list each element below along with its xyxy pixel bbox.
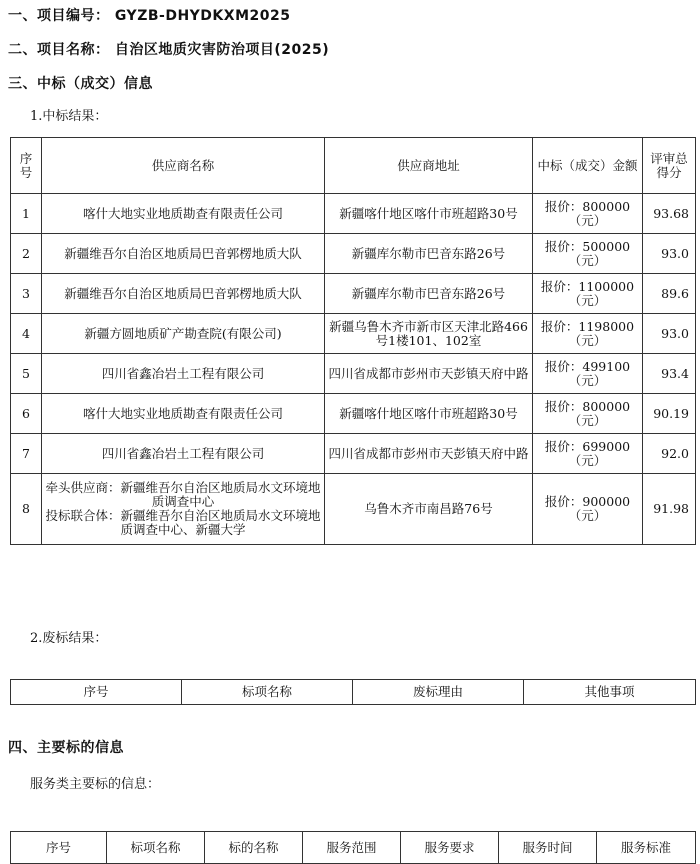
header-reason: 废标理由 (353, 680, 524, 705)
cell-address: 新疆喀什地区喀什市班超路30号 (325, 194, 533, 234)
main-target-heading: 四、主要标的信息 (8, 740, 124, 756)
table-row (11, 314, 696, 354)
table-header-row (11, 832, 696, 864)
cell-amount: 报价：800000（元） (533, 394, 643, 434)
cell-seq: 5 (11, 354, 42, 394)
cell-seq: 7 (11, 434, 42, 474)
failed-bid-table (10, 679, 696, 705)
cell-score: 90.19 (643, 394, 696, 434)
cell-seq: 6 (11, 394, 42, 434)
header-seq: 序号 (11, 138, 42, 194)
cell-score: 91.98 (643, 474, 696, 545)
cell-address: 乌鲁木齐市南昌路76号 (325, 474, 533, 545)
cell-address: 新疆库尔勒市巴音东路26号 (325, 274, 533, 314)
cell-amount: 报价：900000（元） (533, 474, 643, 545)
cell-amount: 报价：800000（元） (533, 194, 643, 234)
cell-address: 新疆乌鲁木齐市新市区天津北路466号1楼101、102室 (325, 314, 533, 354)
header-standard: 服务标准 (597, 832, 696, 864)
cell-seq: 1 (11, 194, 42, 234)
project-name-heading: 二、项目名称： 自治区地质灾害防治项目(2025) (8, 42, 330, 58)
cell-score: 93.4 (643, 354, 696, 394)
header-scope: 服务范围 (303, 832, 401, 864)
cell-seq: 4 (11, 314, 42, 354)
service-target-title: 服务类主要标的信息： (30, 777, 161, 792)
cell-seq: 8 (11, 474, 42, 545)
header-item: 标项名称 (182, 680, 353, 705)
award-result-title: 1.中标结果： (30, 109, 108, 124)
cell-score: 92.0 (643, 434, 696, 474)
table-row (11, 354, 696, 394)
cell-supplier: 喀什大地实业地质勘查有限责任公司 (42, 394, 325, 434)
cell-supplier: 四川省鑫冶岩土工程有限公司 (42, 354, 325, 394)
header-amount: 中标（成交）金额 (533, 138, 643, 194)
header-requirement: 服务要求 (401, 832, 499, 864)
project-number-heading: 一、项目编号： GYZB-DHYDKXM2025 (8, 8, 291, 24)
award-info-heading: 三、中标（成交）信息 (8, 76, 153, 92)
cell-amount: 报价：699000（元） (533, 434, 643, 474)
table-header-row (11, 138, 696, 194)
table-row (11, 434, 696, 474)
cell-address: 新疆库尔勒市巴音东路26号 (325, 234, 533, 274)
cell-score: 89.6 (643, 274, 696, 314)
header-item: 标项名称 (107, 832, 205, 864)
cell-amount: 报价：1198000（元） (533, 314, 643, 354)
table-row (11, 274, 696, 314)
cell-amount: 报价：500000（元） (533, 234, 643, 274)
header-supplier: 供应商名称 (42, 138, 325, 194)
cell-score: 93.0 (643, 234, 696, 274)
cell-score: 93.0 (643, 314, 696, 354)
cell-amount: 报价：1100000（元） (533, 274, 643, 314)
header-other: 其他事项 (524, 680, 696, 705)
award-result-table (10, 137, 696, 545)
consortium-text: 投标联合体：新疆维吾尔自治区地质局水文环境地质调查中心、新疆大学 (45, 508, 321, 537)
cell-address: 四川省成都市彭州市天彭镇天府中路 (325, 354, 533, 394)
cell-amount: 报价：499100（元） (533, 354, 643, 394)
table-row (11, 234, 696, 274)
table-row (11, 394, 696, 434)
header-time: 服务时间 (499, 832, 597, 864)
cell-supplier: 四川省鑫冶岩土工程有限公司 (42, 434, 325, 474)
cell-supplier: 新疆方圆地质矿产勘查院(有限公司) (42, 314, 325, 354)
header-target: 标的名称 (205, 832, 303, 864)
header-address: 供应商地址 (325, 138, 533, 194)
lead-supplier-text: 牵头供应商：新疆维吾尔自治区地质局水文环境地质调查中心 (45, 480, 321, 509)
cell-address: 新疆喀什地区喀什市班超路30号 (325, 394, 533, 434)
service-target-table (10, 831, 696, 864)
cell-address: 四川省成都市彭州市天彭镇天府中路 (325, 434, 533, 474)
cell-seq: 2 (11, 234, 42, 274)
cell-seq: 3 (11, 274, 42, 314)
table-row (11, 474, 696, 545)
table-row (11, 194, 696, 234)
cell-supplier: 新疆维吾尔自治区地质局巴音郭楞地质大队 (42, 274, 325, 314)
header-seq: 序号 (11, 832, 107, 864)
cell-score: 93.68 (643, 194, 696, 234)
cell-supplier: 新疆维吾尔自治区地质局巴音郭楞地质大队 (42, 234, 325, 274)
header-seq: 序号 (11, 680, 182, 705)
header-score: 评审总得分 (643, 138, 696, 194)
cell-supplier-consortium (42, 474, 325, 545)
failed-result-title: 2.废标结果： (30, 631, 108, 646)
table-header-row (11, 680, 696, 705)
cell-supplier: 喀什大地实业地质勘查有限责任公司 (42, 194, 325, 234)
